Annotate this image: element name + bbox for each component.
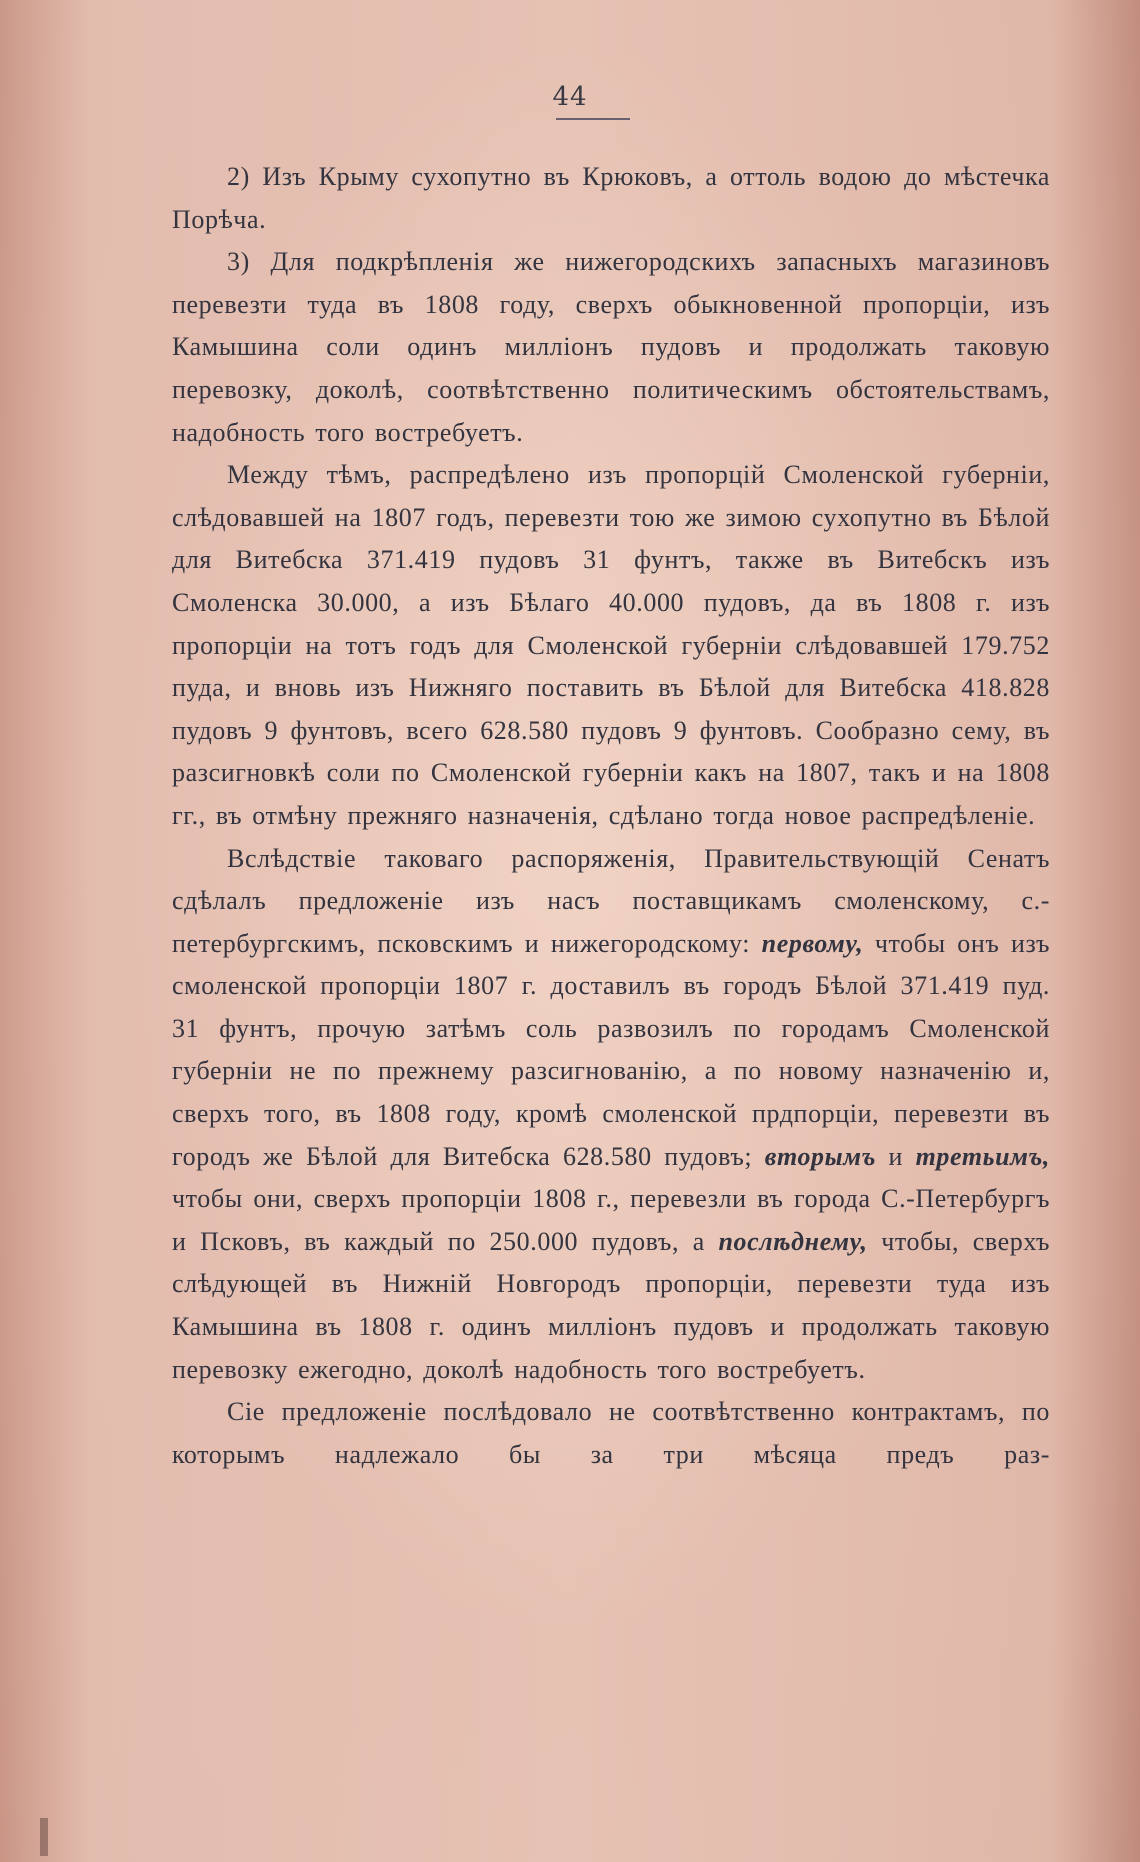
italic-term: послѣднему, — [718, 1226, 868, 1256]
body-text — [172, 156, 1050, 1476]
italic-term: вторымъ — [764, 1141, 876, 1171]
paragraph — [172, 838, 1050, 1392]
paragraph-text: чтобы, сверхъ слѣдующей въ Нижній Новгородъ пропорціи, перевезти туда изъ Камышина въ 1808 г. одинъ милліонъ пудовъ и продолжать таковую перевозку ежегодно, доколѣ надобность того востребуетъ. — [172, 1226, 1050, 1384]
italic-term: первому, — [761, 928, 864, 958]
paragraph-text: чтобы они, сверхъ пропорціи 1808 г., перевезли въ города С.-Петербургъ и Псковъ, въ каждый по 250.000 пудовъ, а — [172, 1184, 1050, 1256]
paragraph: Между тѣмъ, распредѣлено изъ пропорцій Смоленской губерніи, слѣдовавшей на 1807 годъ, перевезти тою же зимою сухопутно въ Бѣлой для Витебска 371.419 пудовъ 31 фунтъ, также въ Витебскъ изъ Смоленска 30.000, а изъ Бѣлаго 40.000 пудовъ, да въ 1808 г. изъ пропорціи на тотъ годъ для Смоленской губерніи слѣдовавшей 179.752 пуда, и вновь изъ Нижняго поставить въ Бѣлой для Витебска 418.828 пудовъ 9 фунтовъ, всего 628.580 пудовъ 9 фунтовъ. Сообразно сему, въ разсигновкѣ соли по Смоленской губерніи какъ на 1807, такъ и на 1808 гг., въ отмѣну прежняго назначенія, сдѣлано тогда новое распредѣленіе. — [172, 460, 1050, 830]
paragraph: Сіе предложеніе послѣдовало не соотвѣтственно контрактамъ, по которымъ надлежало бы за три мѣсяца предъ раз- — [172, 1397, 1050, 1469]
italic-term: третьимъ, — [915, 1141, 1050, 1171]
paragraph-text: Вслѣдствіе таковаго распоряженія, Правительствующій Сенатъ сдѣлалъ предложеніе изъ насъ поставщикамъ смоленскому, с.-петербургскимъ, псковскимъ и нижегородскому: — [172, 843, 1050, 958]
paragraph: 2) Изъ Крыму сухопутно въ Крюковъ, а оттоль водою до мѣстечка Порѣча. — [172, 162, 1050, 234]
paragraph: 3) Для подкрѣпленія же нижегородскихъ запасныхъ магазиновъ перевезти туда въ 1808 году, сверхъ обыкновенной пропорціи, изъ Камышина соли одинъ милліонъ пудовъ и продолжать таковую перевозку, доколѣ, соотвѣтственно политическимъ обстоятельствамъ, надобность того востребуетъ. — [172, 247, 1050, 447]
paragraph-text: чтобы онъ изъ смоленской пропорціи 1807 г. доставилъ въ городъ Бѣлой 371.419 пуд. 31 фунтъ, прочую затѣмъ соль развозилъ по городамъ Смоленской губерніи не по прежнему разсигнованію, а по новому назначенію и, сверхъ того, въ 1808 году, кромѣ смоленской прдпорціи, перевезти въ городъ же Бѣлой для Витебска 628.580 пудовъ; — [172, 928, 1050, 1171]
page-number: 44 — [552, 82, 588, 112]
paragraph-text: и — [876, 1141, 916, 1171]
page-edge-mark — [40, 1818, 48, 1856]
page-number-rule — [556, 118, 630, 120]
